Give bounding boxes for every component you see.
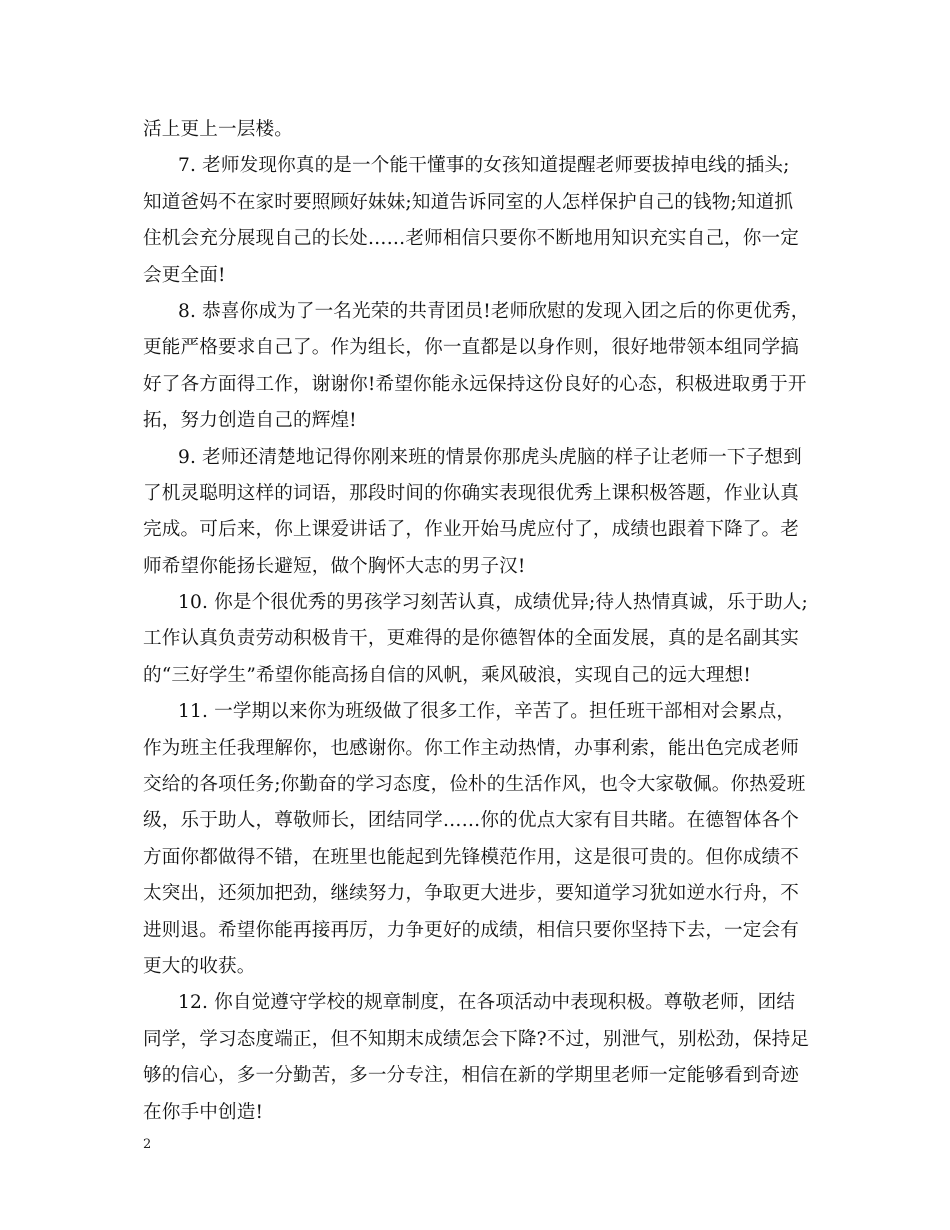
document-body: [143, 112, 823, 1131]
page-number: 2: [143, 1137, 152, 1152]
text-line: 够的信心，多一分勤苦，多一分专注，相信在新的学期里老师一定能够看到奇迹: [143, 1065, 800, 1087]
text-line: 太突出，还须加把劲，继续努力，争取更大进步，要知道学习犹如逆水行舟，不: [143, 883, 800, 905]
text-line: 好了各方面得工作，谢谢你!希望你能永远保持这份良好的心态，积极进取勇于开: [143, 373, 807, 395]
paragraph-item-10: [143, 585, 823, 694]
text-line: 9. 老师还清楚地记得你刚来班的情景你那虎头虎脑的样子让老师一下子想到: [178, 446, 802, 468]
text-line: 师希望你能扬长避短，做个胸怀大志的男子汉!: [143, 555, 526, 577]
text-line: 更能严格要求自己了。作为组长，你一直都是以身作则，很好地带领本组同学搞: [143, 337, 800, 359]
text-line: 作为班主任我理解你，也感谢你。你工作主动热情，办事利索，能出色完成老师: [143, 737, 800, 759]
paragraph-item-8: [143, 294, 823, 440]
text-line: 知道爸妈不在家时要照顾好妹妹;知道告诉同室的人怎样保护自己的钱物;知道抓: [143, 191, 794, 213]
paragraph-continuation: [143, 112, 823, 148]
paragraph-item-9: [143, 440, 823, 586]
text-line: 同学，学习态度端正，但不知期末成绩怎会下降?不过，别泄气，别松劲，保持足: [143, 1028, 810, 1050]
text-line: 8. 恭喜你成为了一名光荣的共青团员!老师欣慰的发现入团之后的你更优秀，: [178, 300, 810, 322]
paragraph-item-11: [143, 694, 823, 985]
text-line: 10. 你是个很优秀的男孩学习刻苦认真，成绩优异;待人热情真诚，乐于助人;: [178, 592, 808, 614]
text-line: 了机灵聪明这样的词语，那段时间的你确实表现很优秀上课积极答题，作业认真: [143, 482, 800, 504]
text-line: 在你手中创造!: [143, 1101, 264, 1123]
text-line: 7. 老师发现你真的是一个能干懂事的女孩知道提醒老师要拔掉电线的插头;: [178, 155, 790, 177]
text-line: 拓，努力创造自己的辉煌!: [143, 410, 357, 432]
text-line: 级，乐于助人，尊敬师长，团结同学……你的优点大家有目共睹。在德智体各个: [143, 810, 800, 832]
text-line: 活上更上一层楼。: [143, 119, 293, 140]
text-line: 完成。可后来，你上课爱讲话了，作业开始马虎应付了，成绩也跟着下降了。老: [143, 519, 800, 541]
text-line: 会更全面!: [143, 264, 226, 286]
text-line: 更大的收获。: [143, 955, 256, 977]
text-line: 的“三好学生”希望你能高扬自信的风帆，乘风破浪，实现自己的远大理想!: [143, 664, 751, 686]
text-line: 交给的各项任务;你勤奋的学习态度，俭朴的生活作风，也令大家敬佩。你热爱班: [143, 774, 806, 796]
text-line: 11. 一学期以来你为班级做了很多工作，辛苦了。担任班干部相对会累点，: [178, 701, 796, 723]
text-line: 12. 你自觉遵守学校的规章制度，在各项活动中表现积极。尊敬老师，团结: [178, 992, 796, 1014]
text-line: 住机会充分展现自己的长处……老师相信只要你不断地用知识充实自己，你一定: [143, 228, 800, 250]
text-line: 进则退。希望你能再接再厉，力争更好的成绩，相信只要你坚持下去，一定会有: [143, 919, 800, 941]
text-line: 工作认真负责劳动积极肯干，更难得的是你德智体的全面发展，真的是名副其实: [143, 628, 800, 650]
paragraph-item-12: [143, 985, 823, 1131]
text-line: 方面你都做得不错，在班里也能起到先锋模范作用，这是很可贵的。但你成绩不: [143, 846, 800, 868]
paragraph-item-7: [143, 148, 823, 294]
